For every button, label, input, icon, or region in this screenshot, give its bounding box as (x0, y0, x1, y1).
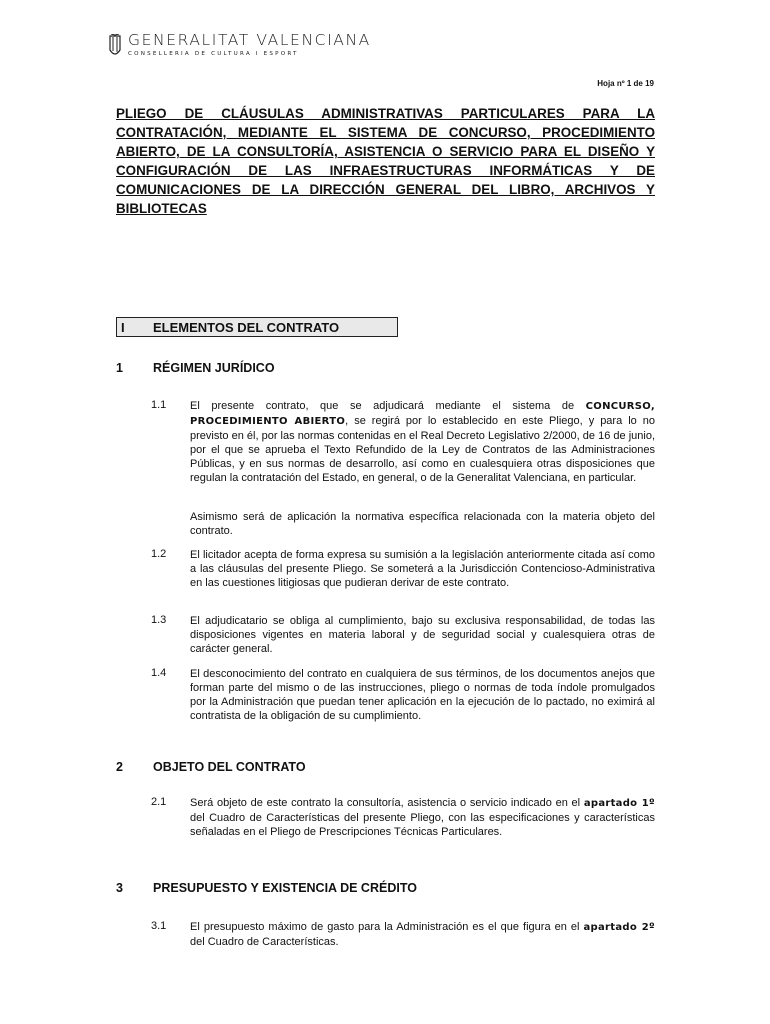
clause-number: 1.1 (151, 399, 167, 411)
clause-1-1 (190, 399, 655, 486)
clause-text: Será objeto de este contrato la consultoría, asistencia o servicio indicado en el (190, 797, 584, 809)
logo-subtitle: CONSELLERIA DE CULTURA I ESPORT (128, 51, 299, 57)
section-label: ELEMENTOS DEL CONTRATO (153, 320, 340, 335)
coat-of-arms-icon (108, 34, 122, 60)
generalitat-logo (108, 32, 371, 60)
heading-objeto-contrato: OBJETO DEL CONTRATO (153, 760, 306, 774)
clause-bold-text: apartado 1º (583, 798, 655, 809)
clause-number: 3.1 (151, 920, 167, 932)
clause-number: 2.1 (151, 796, 167, 808)
heading-number: 1 (116, 361, 123, 375)
clause-1-4: El desconocimiento del contrato en cualquiera de sus términos, de los documentos anejos que forman parte del mismo o de las instrucciones, pliego o normas de toda índole promulgados por la Administración que puedan tener aplicación en la ejecución de lo pactado, no eximirá al contratista de la obligación de su cumplimiento. (190, 668, 655, 723)
heading-number: 2 (116, 760, 123, 774)
section-heading (116, 317, 398, 337)
clause-1-2: El licitador acepta de forma expresa su sumisión a la legislación anteriormente citada así como a las cláusulas del presente Pliego. Se someterá a la Jurisdicción Contencioso-Administrativa en las cuestiones litigiosas que pudieran derivar de este contrato. (190, 549, 655, 590)
section-number: I (121, 320, 125, 335)
clause-text: El presupuesto máximo de gasto para la Administración es el que figura en el (190, 921, 584, 933)
clause-text: del Cuadro de Características del presente Pliego, con las especificaciones y características señaladas en el Pliego de Prescripciones Técnicas Particulares. (190, 812, 655, 839)
heading-number: 3 (116, 881, 123, 895)
clause-text: del Cuadro de Características. (190, 936, 339, 949)
clause-text: El presente contrato, que se adjudicará mediante el sistema de (190, 400, 586, 412)
clause-bold-text: CONCURSO, PROCEDIMIENTO ABIERTO (190, 401, 655, 428)
clause-number: 1.2 (151, 548, 167, 560)
logo-title: GENERALITAT VALENCIANA (128, 31, 371, 49)
document-title: PLIEGO DE CLÁUSULAS ADMINISTRATIVAS PARTICULARES PARA LA CONTRATACIÓN, MEDIANTE EL SISTEMA DE CONCURSO, PROCEDIMIENTO ABIERTO, DE LA CONSULTORÍA, ASISTENCIA O SERVICIO PARA EL DISEÑO Y CONFIGURACIÓN DE LAS INFRAESTRUCTURAS INFORMÁTICAS Y DE COMUNICACIONES DE LA DIRECCIÓN GENERAL DEL LIBRO, ARCHIVOS Y BIBLIOTECAS (116, 106, 655, 217)
heading-regimen-juridico: RÉGIMEN JURÍDICO (153, 361, 275, 375)
clause-1-3: El adjudicatario se obliga al cumplimiento, bajo su exclusiva responsabilidad, de todas las disposiciones vigentes en materia laboral y de seguridad social y cualesquiera otras de carácter general. (190, 615, 655, 656)
page-number: Hoja nº 1 de 19 (597, 79, 654, 88)
clause-bold-text: apartado 2º (583, 922, 655, 933)
clause-number: 1.3 (151, 614, 167, 626)
clause-text: , se regirá por lo establecido en este Pliego, y para lo no previsto en él, por las normas contenidas en el Real Decreto Legislativo 2/2000, de 16 de junio, por el que se aprueba el Texto Refundido de la Ley de Contratos de las Administraciones Públicas, y en sus normas de desarrollo, así como en cualesquiera otras disposiciones que regulan la contratación del Estado, en general, o de la Generalitat Valenciana, en particular. (190, 415, 656, 485)
heading-presupuesto: PRESUPUESTO Y EXISTENCIA DE CRÉDITO (153, 881, 417, 895)
clause-number: 1.4 (151, 667, 167, 679)
clause-2-1 (190, 796, 655, 839)
clause-1-1-paragraph-2: Asimismo será de aplicación la normativa específica relacionada con la materia objeto del contrato. (190, 511, 655, 538)
clause-3-1 (190, 920, 655, 949)
